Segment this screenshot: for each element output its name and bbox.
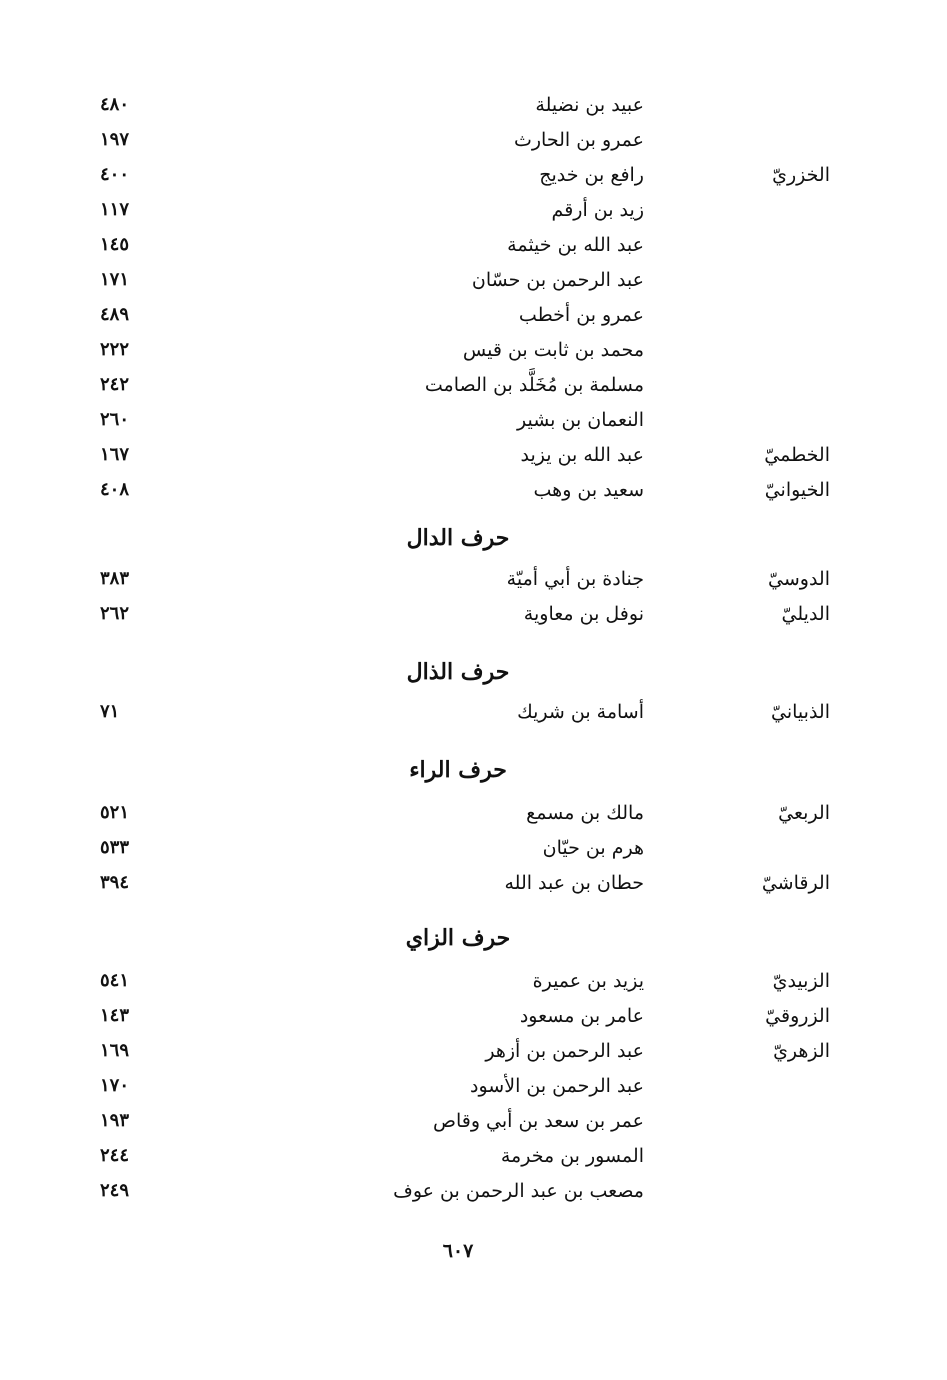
index-entry	[0, 695, 947, 729]
page-reference: ٤٨٠	[100, 94, 130, 115]
index-entry	[0, 1034, 947, 1068]
page-reference: ٢٤٤	[100, 1145, 130, 1166]
page-reference: ١١٧	[100, 199, 130, 220]
nisba-label: الزهريّ	[773, 1040, 830, 1062]
page-reference: ٢٦٢	[100, 603, 130, 624]
person-name: مسلمة بن مُخَلَّد بن الصامت	[424, 374, 644, 396]
person-name: حطان بن عبد الله	[504, 872, 644, 894]
index-entry	[0, 831, 947, 865]
person-name: النعمان بن بشير	[517, 409, 644, 431]
page-reference: ٤٨٩	[100, 304, 130, 325]
index-entry	[0, 964, 947, 998]
index-entry	[0, 193, 947, 227]
page-reference: ٢٢٢	[100, 339, 130, 360]
page-reference: ٣٩٤	[100, 872, 130, 893]
nisba-label: الزبيديّ	[772, 970, 830, 992]
page-reference: ١٦٧	[100, 444, 130, 465]
person-name: سعيد بن وهب	[533, 479, 644, 501]
page-reference: ٣٨٣	[100, 568, 130, 589]
index-entry	[0, 88, 947, 122]
nisba-label: الزروقيّ	[765, 1005, 830, 1027]
index-entry	[0, 158, 947, 192]
page-reference: ٢٦٠	[100, 409, 130, 430]
person-name: مالك بن مسمع	[526, 802, 644, 824]
page-reference: ٥٢١	[100, 802, 130, 823]
index-entry	[0, 403, 947, 437]
index-entry	[0, 562, 947, 596]
nisba-label: الخيوانيّ	[764, 479, 830, 501]
index-entry	[0, 1069, 947, 1103]
index-entry	[0, 368, 947, 402]
nisba-label: الربعيّ	[778, 802, 830, 824]
index-entry	[0, 597, 947, 631]
person-name: عبد الرحمن بن حسّان	[471, 269, 644, 291]
section-heading: حرف الراء	[409, 757, 507, 783]
nisba-label: الرقاشيّ	[761, 872, 830, 894]
person-name: عبد الرحمن بن الأسود	[470, 1075, 644, 1097]
page-reference: ٤٠٨	[100, 479, 130, 500]
page-reference: ١٧١	[100, 269, 130, 290]
section-heading: حرف الذال	[406, 659, 510, 685]
person-name: عبيد بن نضيلة	[535, 94, 644, 116]
index-entry	[0, 1139, 947, 1173]
page-reference: ٤٠٠	[100, 164, 130, 185]
person-name: يزيد بن عميرة	[532, 970, 644, 992]
page-reference: ١٤٣	[100, 1005, 130, 1026]
person-name: عبد الرحمن بن أزهر	[485, 1040, 644, 1062]
index-entry	[0, 1104, 947, 1138]
index-entry	[0, 866, 947, 900]
page-number: ٦٠٧	[442, 1240, 474, 1262]
person-name: عامر بن مسعود	[519, 1005, 644, 1027]
person-name: نوفل بن معاوية	[523, 603, 644, 625]
index-entry	[0, 473, 947, 507]
person-name: المسور بن مخرمة	[500, 1145, 644, 1167]
nisba-label: الخزريّ	[772, 164, 830, 186]
person-name: عمرو بن أخطب	[518, 304, 644, 326]
page-reference: ٥٣٣	[100, 837, 130, 858]
section-heading: حرف الزاي	[405, 925, 511, 951]
index-entry	[0, 228, 947, 262]
person-name: رافع بن خديج	[539, 164, 644, 186]
person-name: أسامة بن شريك	[517, 701, 644, 723]
page-reference: ١٧٠	[100, 1075, 130, 1096]
person-name: جنادة بن أبي أميّة	[506, 568, 644, 590]
person-name: محمد بن ثابت بن قيس	[462, 339, 644, 361]
page-reference: ١٩٧	[100, 129, 130, 150]
page-reference: ٢٤٢	[100, 374, 130, 395]
index-entry	[0, 263, 947, 297]
section-heading: حرف الدال	[406, 525, 510, 551]
nisba-label: الخطميّ	[764, 444, 830, 466]
index-entry	[0, 796, 947, 830]
index-entry	[0, 999, 947, 1033]
index-entry	[0, 333, 947, 367]
person-name: عبد الله بن خيثمة	[507, 234, 644, 256]
index-entry	[0, 1174, 947, 1208]
nisba-label: الذبيانيّ	[771, 701, 830, 723]
index-entry	[0, 298, 947, 332]
index-entry	[0, 123, 947, 157]
page-reference: ٥٤١	[100, 970, 130, 991]
nisba-label: الديليّ	[781, 603, 830, 625]
person-name: زيد بن أرقم	[551, 199, 644, 221]
page-reference: ١٤٥	[100, 234, 130, 255]
person-name: عبد الله بن يزيد	[520, 444, 644, 466]
page-reference: ٧١	[100, 701, 120, 722]
page-reference: ٢٤٩	[100, 1180, 130, 1201]
index-entry	[0, 438, 947, 472]
page-reference: ١٦٩	[100, 1040, 130, 1061]
person-name: عمر بن سعد بن أبي وقاص	[433, 1110, 644, 1132]
person-name: عمرو بن الحارث	[514, 129, 644, 151]
person-name: مصعب بن عبد الرحمن بن عوف	[393, 1180, 644, 1202]
page-reference: ١٩٣	[100, 1110, 130, 1131]
person-name: هرم بن حيّان	[542, 837, 644, 859]
nisba-label: الدوسيّ	[768, 568, 830, 590]
